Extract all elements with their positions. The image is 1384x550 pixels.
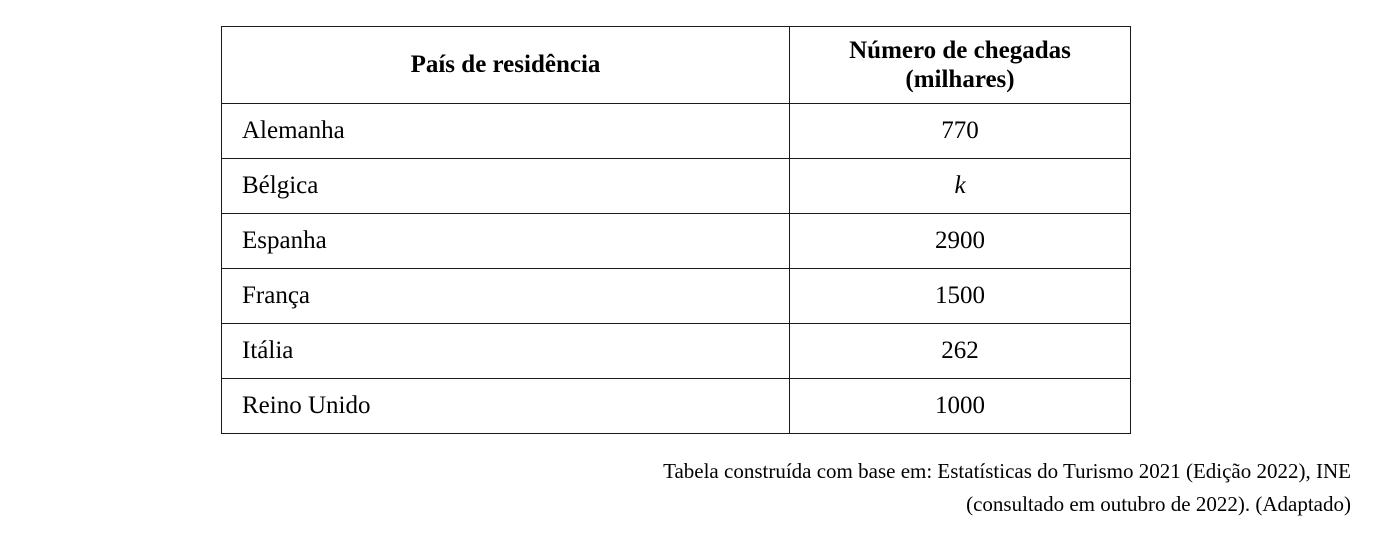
cell-arrivals: k (790, 159, 1131, 214)
cell-country: Bélgica (222, 159, 790, 214)
table-row (222, 159, 1131, 214)
column-header-arrivals (790, 27, 1131, 104)
arrivals-table (221, 26, 1131, 434)
cell-country: Reino Unido (222, 379, 790, 434)
column-header-country (222, 27, 790, 104)
cell-country: França (222, 269, 790, 324)
source-note-line-2: (consultado em outubro de 2022). (Adaptado) (966, 491, 1351, 516)
table-row (222, 269, 1131, 324)
cell-arrivals: 770 (790, 104, 1131, 159)
source-note (221, 455, 1351, 520)
table-header-row (222, 27, 1131, 104)
column-header-arrivals-label-line2: (milhares) (905, 66, 1015, 93)
column-header-country-label: País de residência (410, 51, 601, 79)
table-row (222, 379, 1131, 434)
cell-arrivals: 1500 (790, 269, 1131, 324)
column-header-arrivals-label-line1: Número de chegadas (849, 36, 1071, 64)
table-row (222, 214, 1131, 269)
table-body (222, 104, 1131, 434)
table-row (222, 104, 1131, 159)
cell-arrivals: 1000 (790, 379, 1131, 434)
cell-arrivals: 2900 (790, 214, 1131, 269)
source-note-line-1: Tabela construída com base em: Estatísticas do Turismo 2021 (Edição 2022), INE (663, 459, 1351, 483)
table-header (222, 27, 1131, 104)
cell-arrivals: 262 (790, 324, 1131, 379)
cell-country: Espanha (222, 214, 790, 269)
cell-country: Itália (222, 324, 790, 379)
table-row (222, 324, 1131, 379)
cell-country: Alemanha (222, 104, 790, 159)
